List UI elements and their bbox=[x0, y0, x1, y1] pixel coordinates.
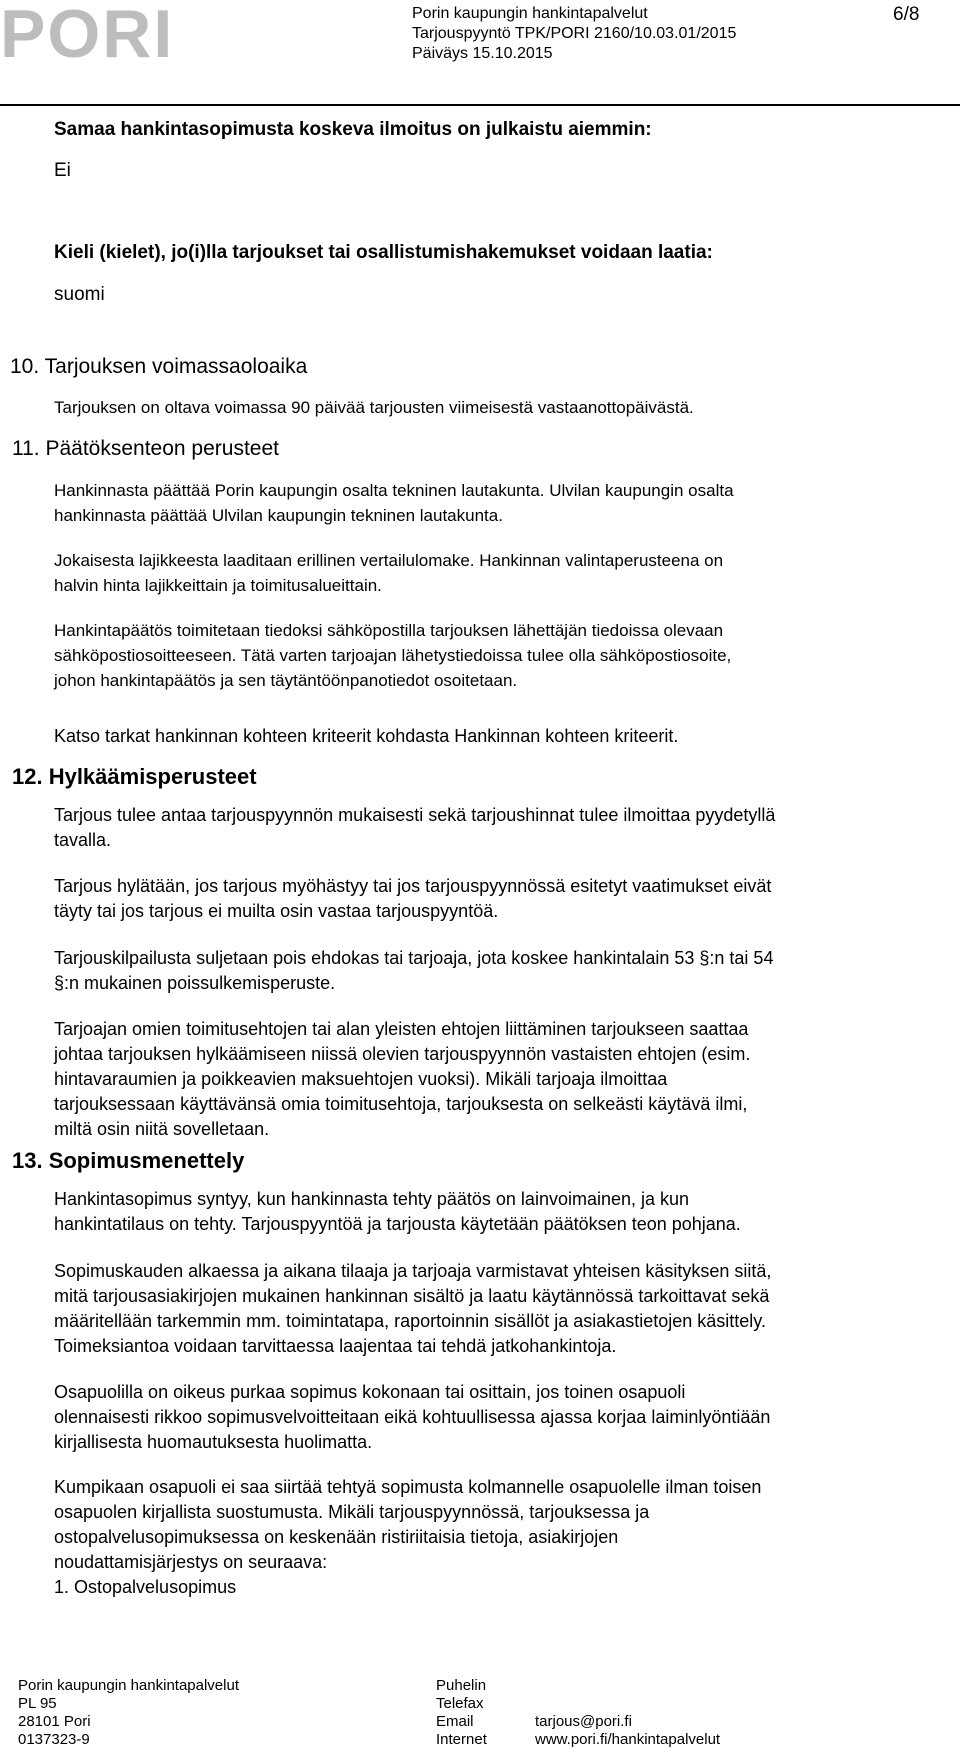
language-value: suomi bbox=[54, 284, 105, 305]
section-12-paragraph: Tarjouskilpailusta suljetaan pois ehdokas tai tarjoaja, jota koskee hankintalain 53 §:n tai 54 §:n mukainen poissulkemisperuste. bbox=[54, 948, 774, 993]
prior-notice-label: Samaa hankintasopimusta koskeva ilmoitus on julkaistu aiemmin: bbox=[54, 119, 652, 140]
section-12-paragraph: Tarjoajan omien toimitusehtojen tai alan yleisten ehtojen liittäminen tarjoukseen saattaa johtaa tarjouksen hylkäämiseen niissä olevien tarjouspyynnön vastaisten ehtojen (esim. hintavaraumien ja poikkeavien maksuehtojen vuoksi). Mikäli tarjoaja ilmoittaa tarjouksessaan käyttävänsä omia toimitusehtoja, tarjouksesta on selkeästi käytävä ilmi, miltä osin niitä sovelletaan. bbox=[54, 1019, 751, 1139]
pori-logo: PORI bbox=[0, 0, 175, 72]
section-12-paragraph: Tarjous tulee antaa tarjouspyynnön mukaisesti sekä tarjoushinnat tulee ilmoittaa pyydetyllä tavalla. bbox=[54, 805, 776, 850]
header-date: Päiväys 15.10.2015 bbox=[412, 45, 553, 62]
section-12-paragraph: Tarjous hylätään, jos tarjous myöhästyy tai jos tarjouspyynnössä esitetyt vaatimukset eivät täyty tai jos tarjous ei muilta osin vastaa tarjouspyyntöä. bbox=[54, 876, 772, 921]
header-reference: Tarjouspyyntö TPK/PORI 2160/10.03.01/2015 bbox=[412, 25, 737, 42]
section-11-paragraph: Jokaisesta lajikkeesta laaditaan erillinen vertailulomake. Hankinnan valintaperusteena on halvin hinta lajikkeittain ja toimitusalueittain. bbox=[54, 551, 724, 595]
section-13-paragraph: Sopimuskauden alkaessa ja aikana tilaaja ja tarjoaja varmistavat yhteisen käsityksen siitä, mitä tarjousasiakirjojen mukainen hankinnan sisältö ja laatu käytännössä tarkoittavat sekä määritellään tarkemmin mm. toimintatapa, raportoinnin sisällöt ja asiakastietojen käsittely. Toimeksiantoa voidaan tarvittaessa laajentaa tai tehdä jatkohankintoja. bbox=[54, 1261, 772, 1356]
section-11-heading: 11. Päätöksenteon perusteet bbox=[12, 437, 279, 460]
prior-notice-value: Ei bbox=[54, 160, 71, 181]
footer-email-link[interactable]: tarjous@pori.fi bbox=[535, 1713, 632, 1730]
footer-contact-labels: Puhelin Telefax Email Internet bbox=[436, 1677, 487, 1748]
document-header bbox=[412, 4, 736, 64]
language-label: Kieli (kielet), jo(i)lla tarjoukset tai osallistumishakemukset voidaan laatia: bbox=[54, 242, 713, 263]
section-12-heading: 12. Hylkäämisperusteet bbox=[12, 764, 257, 789]
header-org: Porin kaupungin hankintapalvelut bbox=[412, 5, 648, 22]
footer-website-link[interactable]: www.pori.fi/hankintapalvelut bbox=[535, 1731, 721, 1748]
section-11-paragraph: Katso tarkat hankinnan kohteen kriteerit kohdasta Hankinnan kohteen kriteerit. bbox=[54, 726, 679, 746]
section-10-text: Tarjouksen on oltava voimassa 90 päivää tarjousten viimeisestä vastaanottopäivästä. bbox=[54, 398, 694, 417]
footer-address: Porin kaupungin hankintapalvelut PL 95 28101 Pori 0137323-9 bbox=[18, 1677, 239, 1748]
section-13-heading: 13. Sopimusmenettely bbox=[12, 1148, 245, 1173]
section-11-paragraph: Hankintapäätös toimitetaan tiedoksi sähköpostilla tarjouksen lähettäjän tiedoissa olevaan sähköpostiosoitteeseen. Tätä varten tarjoajan lähetystiedoissa tulee olla sähköpostiosoite, johon hankintapäätös ja sen täytäntöönpanotiedot osoitetaan. bbox=[54, 621, 732, 690]
section-13-paragraph: Hankintasopimus syntyy, kun hankinnasta tehty päätös on lainvoimainen, ja kun hankintatilaus on tehty. Tarjouspyyntöä ja tarjousta käytetään päätöksen teon pohjana. bbox=[54, 1189, 741, 1234]
header-rule bbox=[0, 104, 960, 106]
section-11-paragraph: Hankinnasta päättää Porin kaupungin osalta tekninen lautakunta. Ulvilan kaupungin osalta hankinnasta päättää Ulvilan kaupungin tekninen lautakunta. bbox=[54, 481, 734, 525]
section-13-paragraph: Osapuolilla on oikeus purkaa sopimus kokonaan tai osittain, jos toinen osapuoli olennaisesti rikkoo sopimusvelvoitteitaan eikä kohtuullisessa ajassa korjaa laiminlyöntiään kirjallisesta huomautuksesta huolimatta. bbox=[54, 1382, 771, 1452]
section-13-paragraph: Kumpikaan osapuoli ei saa siirtää tehtyä sopimusta kolmannelle osapuolelle ilman toisen osapuolen kirjallista suostumusta. Mikäli tarjouspyynnössä, tarjouksessa ja ostopalvelusopimuksessa on keskenään ristiriitaisia tietoja, asiakirjojen noudattamisjärjestys on seuraava: 1. Ostopalvelusopimus bbox=[54, 1477, 762, 1597]
footer-contact-values bbox=[535, 1677, 720, 1749]
section-10-heading: 10. Tarjouksen voimassaoloaika bbox=[10, 355, 308, 378]
page-number: 6/8 bbox=[893, 4, 920, 25]
